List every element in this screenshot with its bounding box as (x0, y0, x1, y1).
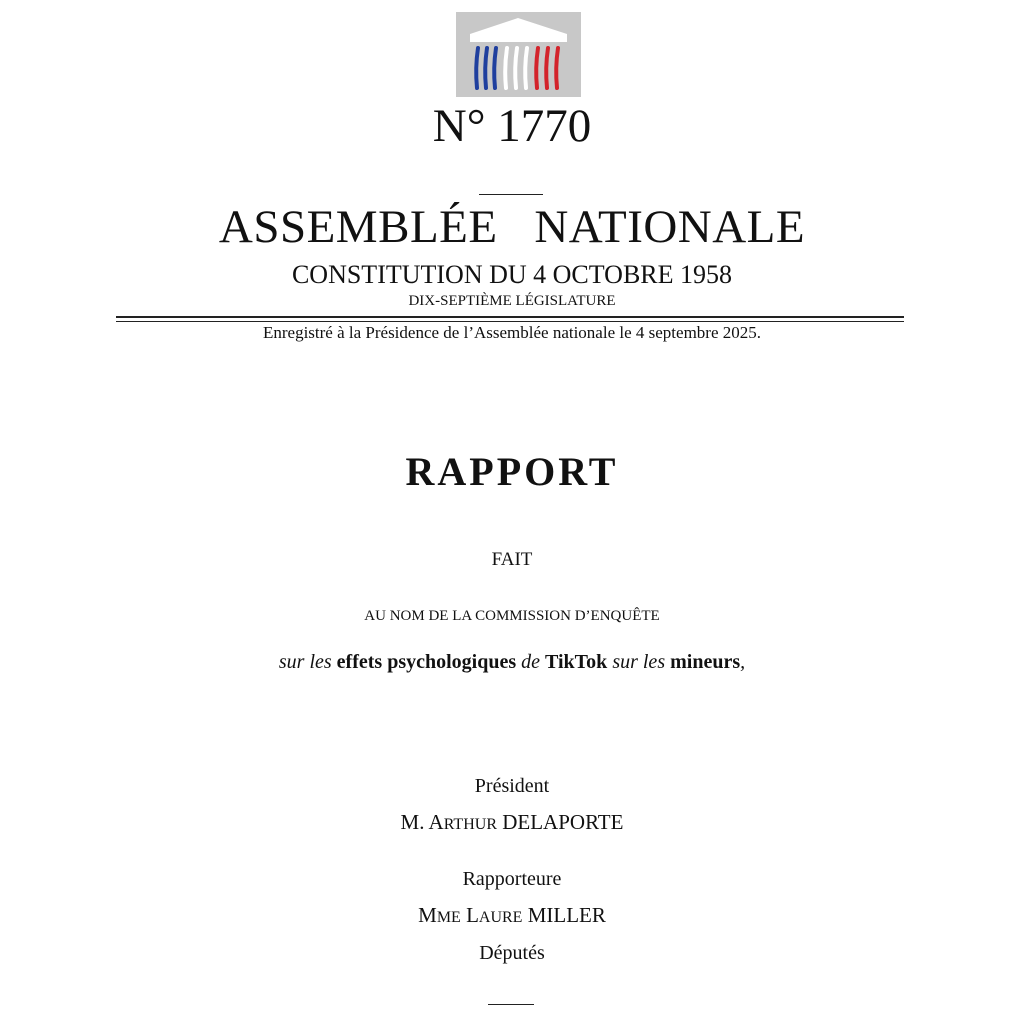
legislature-line: DIX-SEPTIÈME LÉGISLATURE (408, 293, 616, 309)
deputes-label: Députés (479, 942, 545, 964)
subject-part: , (740, 651, 746, 673)
rapporteur-last-name: MILLER (527, 903, 606, 927)
president-first-rest: RTHUR (443, 816, 497, 833)
document-number: N° 1770 (432, 100, 592, 152)
president-first-initial: A (428, 810, 444, 834)
commission-line: AU NOM DE LA COMMISSION D’ENQUÊTE (364, 608, 660, 624)
president-last-name: DELAPORTE (502, 810, 624, 834)
report-title: RAPPORT (405, 449, 619, 494)
fait-label: FAIT (491, 549, 533, 570)
separator-rule (479, 194, 543, 195)
rapporteur-first-initial: L (466, 903, 479, 927)
rapporteur-title-rest: ME (436, 909, 461, 926)
president-label: Président (474, 775, 550, 797)
constitution-line: CONSTITUTION DU 4 OCTOBRE 1958 (291, 260, 733, 289)
institution-title-text: ASSEMBLÉE NATIONALE (218, 201, 806, 253)
registration-line: Enregistré à la Présidence de l’Assemblée nationale le 4 septembre 2025. (262, 323, 761, 342)
rapporteur-label: Rapporteure (462, 868, 562, 890)
subject-part: sur les (278, 651, 332, 673)
rapporteur-title-initial: M (418, 903, 437, 927)
rapporteur-first-rest: AURE (478, 909, 523, 926)
subject-part: sur les (612, 651, 666, 673)
report-subject (0, 648, 1024, 676)
president-title: M. (400, 810, 425, 834)
rapporteur-name (0, 902, 1024, 931)
subject-part: de (521, 651, 541, 673)
institution-title (0, 199, 1024, 255)
assemblee-nationale-logo-icon (456, 12, 581, 97)
subject-part: effets psychologiques (336, 651, 517, 673)
subject-part: TikTok (545, 651, 608, 673)
subject-part: mineurs (670, 651, 741, 673)
closing-rule (488, 1004, 534, 1005)
president-name (0, 809, 1024, 838)
